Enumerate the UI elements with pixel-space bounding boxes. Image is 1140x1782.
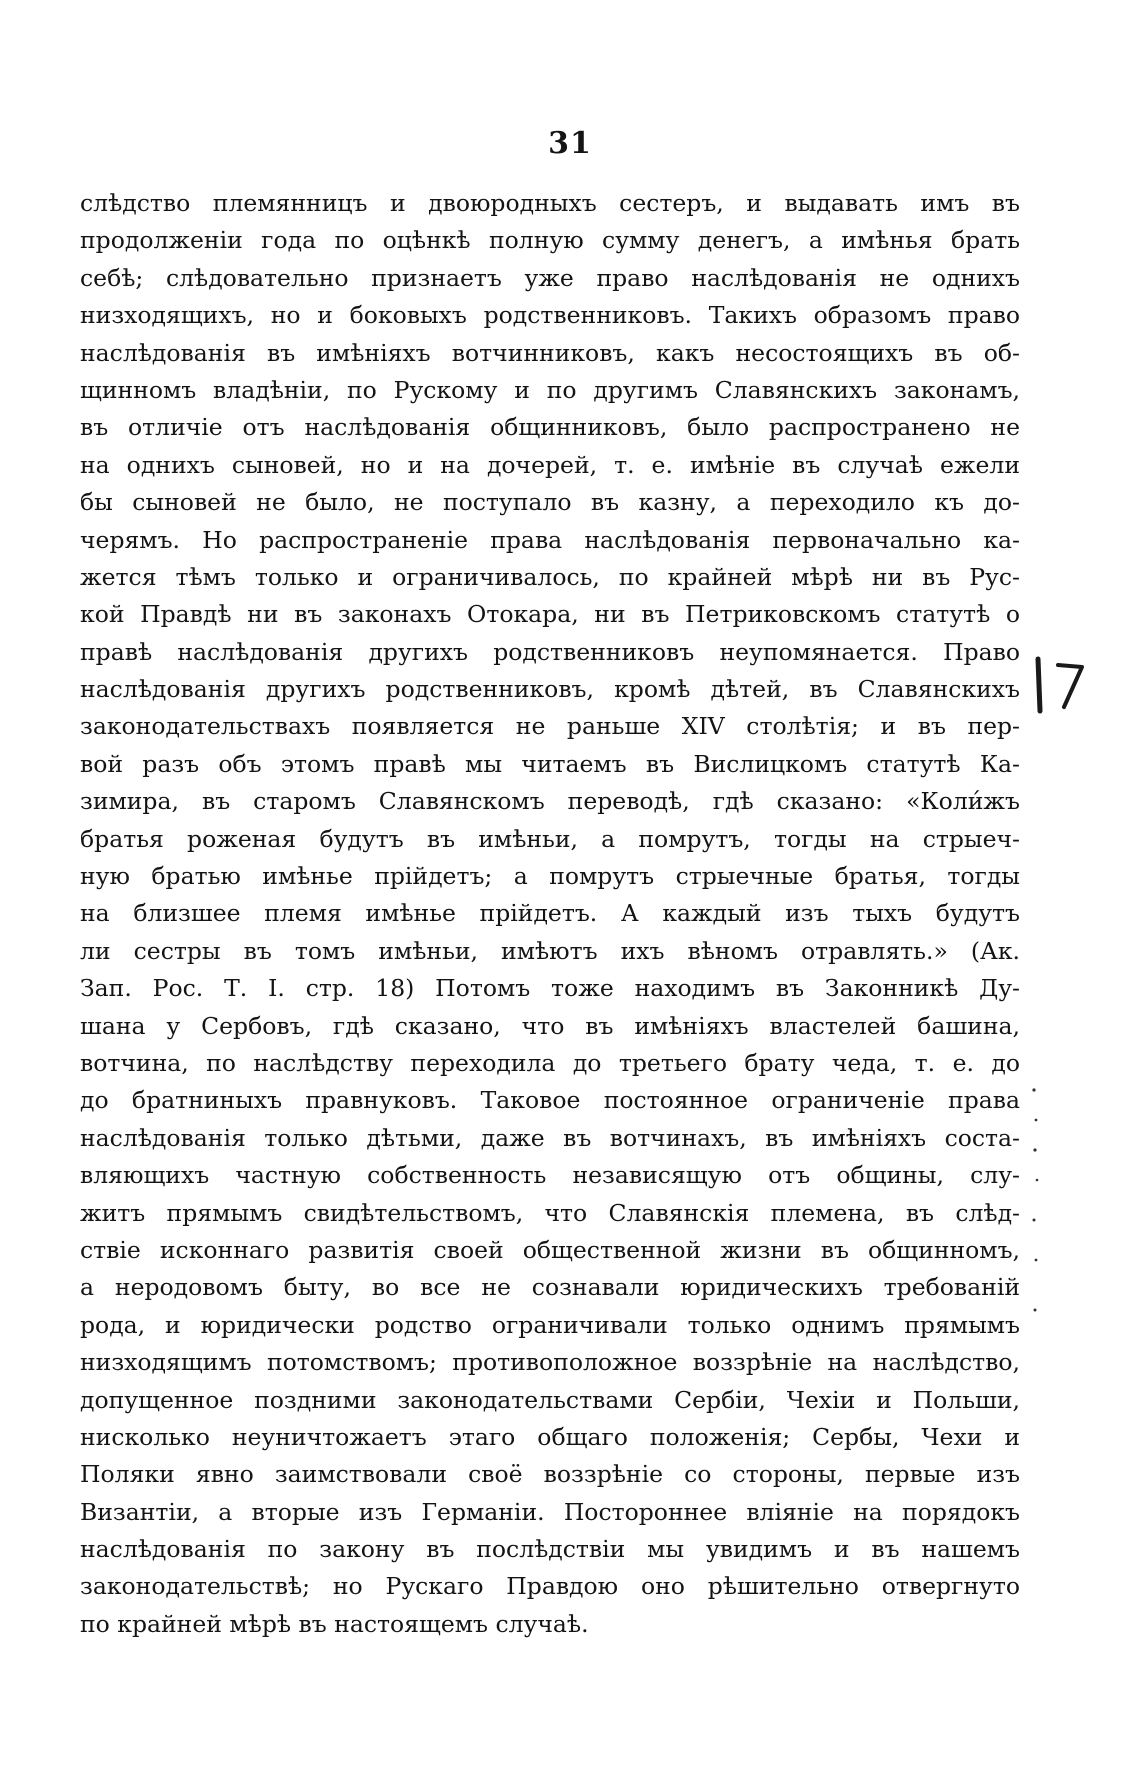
text-line: вотчина, по наслѣдству переходила до третьего брату чеда, т. е. до bbox=[80, 1048, 1020, 1077]
text-line: ную братью имѣнье прійдетъ; а помрутъ стрыечные братья, тогды bbox=[80, 862, 1020, 891]
text-line: на близшее племя имѣнье прійдетъ. А каждый изъ тыхъ будутъ bbox=[80, 899, 1020, 928]
text-line: жется тѣмъ только и ограничивалось, по крайней мѣрѣ ни въ Рус- bbox=[80, 562, 1020, 591]
text-line: до братниныхъ правнуковъ. Таковое постоянное ограниченіе права bbox=[80, 1086, 1020, 1115]
text-line: бы сыновей не было, не поступало въ казну, а переходило къ до- bbox=[80, 488, 1020, 517]
text-line: наслѣдованія въ имѣніяхъ вотчинниковъ, какъ несостоящихъ въ об- bbox=[80, 338, 1020, 367]
text-line: Поляки явно заимствовали своё воззрѣніе со стороны, первые изъ bbox=[80, 1460, 1020, 1489]
text-line: черямъ. Но распространеніе права наслѣдованія первоначально ка- bbox=[80, 525, 1020, 554]
text-line: правѣ наслѣдованія другихъ родственниковъ неупомянается. Право bbox=[80, 637, 1020, 666]
text-line: щинномъ владѣніи, по Рускому и по другимъ Славянскихъ законамъ, bbox=[80, 375, 1020, 404]
text-line: зимира, въ старомъ Славянскомъ переводѣ, гдѣ сказано: «Коли́жъ bbox=[80, 787, 1020, 816]
text-line: братья роженая будутъ въ имѣньи, а помрутъ, тогды на стрыеч- bbox=[80, 824, 1020, 853]
text-line: наслѣдованія только дѣтьми, даже въ вотчинахъ, въ имѣніяхъ соста- bbox=[80, 1123, 1020, 1152]
body-text bbox=[80, 185, 1020, 1643]
text-line: допущенное поздними законодательствами Сербіи, Чехіи и Польши, bbox=[80, 1385, 1020, 1414]
text-line: нисколько неуничтожаетъ этаго общаго положенія; Сербы, Чехи и bbox=[80, 1422, 1020, 1451]
text-line: наслѣдованія по закону въ послѣдствіи мы увидимъ и въ нашемъ bbox=[80, 1535, 1020, 1564]
text-line: Зап. Рос. Т. I. стр. 18) Потомъ тоже находимъ въ Законникѣ Ду- bbox=[80, 974, 1020, 1003]
text-line: рода, и юридически родство ограничивали только однимъ прямымъ bbox=[80, 1310, 1020, 1339]
text-line: вой разъ объ этомъ правѣ мы читаемъ въ Вислицкомъ статутѣ Ка- bbox=[80, 749, 1020, 778]
text-line: продолженіи года по оцѣнкѣ полную сумму денегъ, а имѣнья брать bbox=[80, 226, 1020, 255]
text-line: наслѣдованія другихъ родственниковъ, кромѣ дѣтей, въ Славянскихъ bbox=[80, 675, 1020, 704]
text-line: ли сестры въ томъ имѣньи, имѣютъ ихъ вѣномъ отравлять.» (Ак. bbox=[80, 936, 1020, 965]
text-line: низходящихъ, но и боковыхъ родственниковъ. Такихъ образомъ право bbox=[80, 301, 1020, 330]
text-line: житъ прямымъ свидѣтельствомъ, что Славянскія племена, въ слѣд- bbox=[80, 1198, 1020, 1227]
text-line: законодательствѣ; но Рускаго Правдою оно рѣшительно отвергнуто bbox=[80, 1572, 1020, 1601]
text-line: по крайней мѣрѣ въ настоящемъ случаѣ. bbox=[80, 1609, 589, 1638]
text-line: а неродовомъ быту, во все не сознавали юридическихъ требованій bbox=[80, 1273, 1020, 1302]
text-line: слѣдство племянницъ и двоюродныхъ сестеръ, и выдавать имъ въ bbox=[80, 189, 1020, 217]
text-line: въ отличіе отъ наслѣдованія общинниковъ, было распространено не bbox=[80, 413, 1020, 442]
page-number: 31 bbox=[548, 126, 592, 161]
text-line: Византіи, а вторые изъ Германіи. Постороннее вліяніе на порядокъ bbox=[80, 1497, 1020, 1526]
text-line: шана у Сербовъ, гдѣ сказано, что въ имѣніяхъ властелей башина, bbox=[80, 1011, 1020, 1040]
margin-pencil-dots bbox=[1030, 1080, 1044, 1340]
text-line: на однихъ сыновей, но и на дочерей, т. е. имѣніе въ случаѣ ежели bbox=[80, 450, 1020, 479]
text-line: ствіе исконнаго развитія своей общественной жизни въ общинномъ, bbox=[80, 1235, 1020, 1264]
text-line: кой Правдѣ ни въ законахъ Отокара, ни въ Петриковскомъ статутѣ о bbox=[80, 600, 1020, 629]
text-line: себѣ; слѣдовательно признаетъ уже право наслѣдованія не однихъ bbox=[80, 263, 1020, 292]
text-line: законодательствахъ появляется не раньше XIV столѣтія; и въ пер- bbox=[80, 712, 1020, 741]
margin-annotation-mark bbox=[1030, 655, 1090, 715]
text-line: низходящимъ потомствомъ; противоположное воззрѣніе на наслѣдство, bbox=[80, 1348, 1020, 1377]
text-line: вляющихъ частную собственность независящую отъ общины, слу- bbox=[80, 1161, 1020, 1190]
